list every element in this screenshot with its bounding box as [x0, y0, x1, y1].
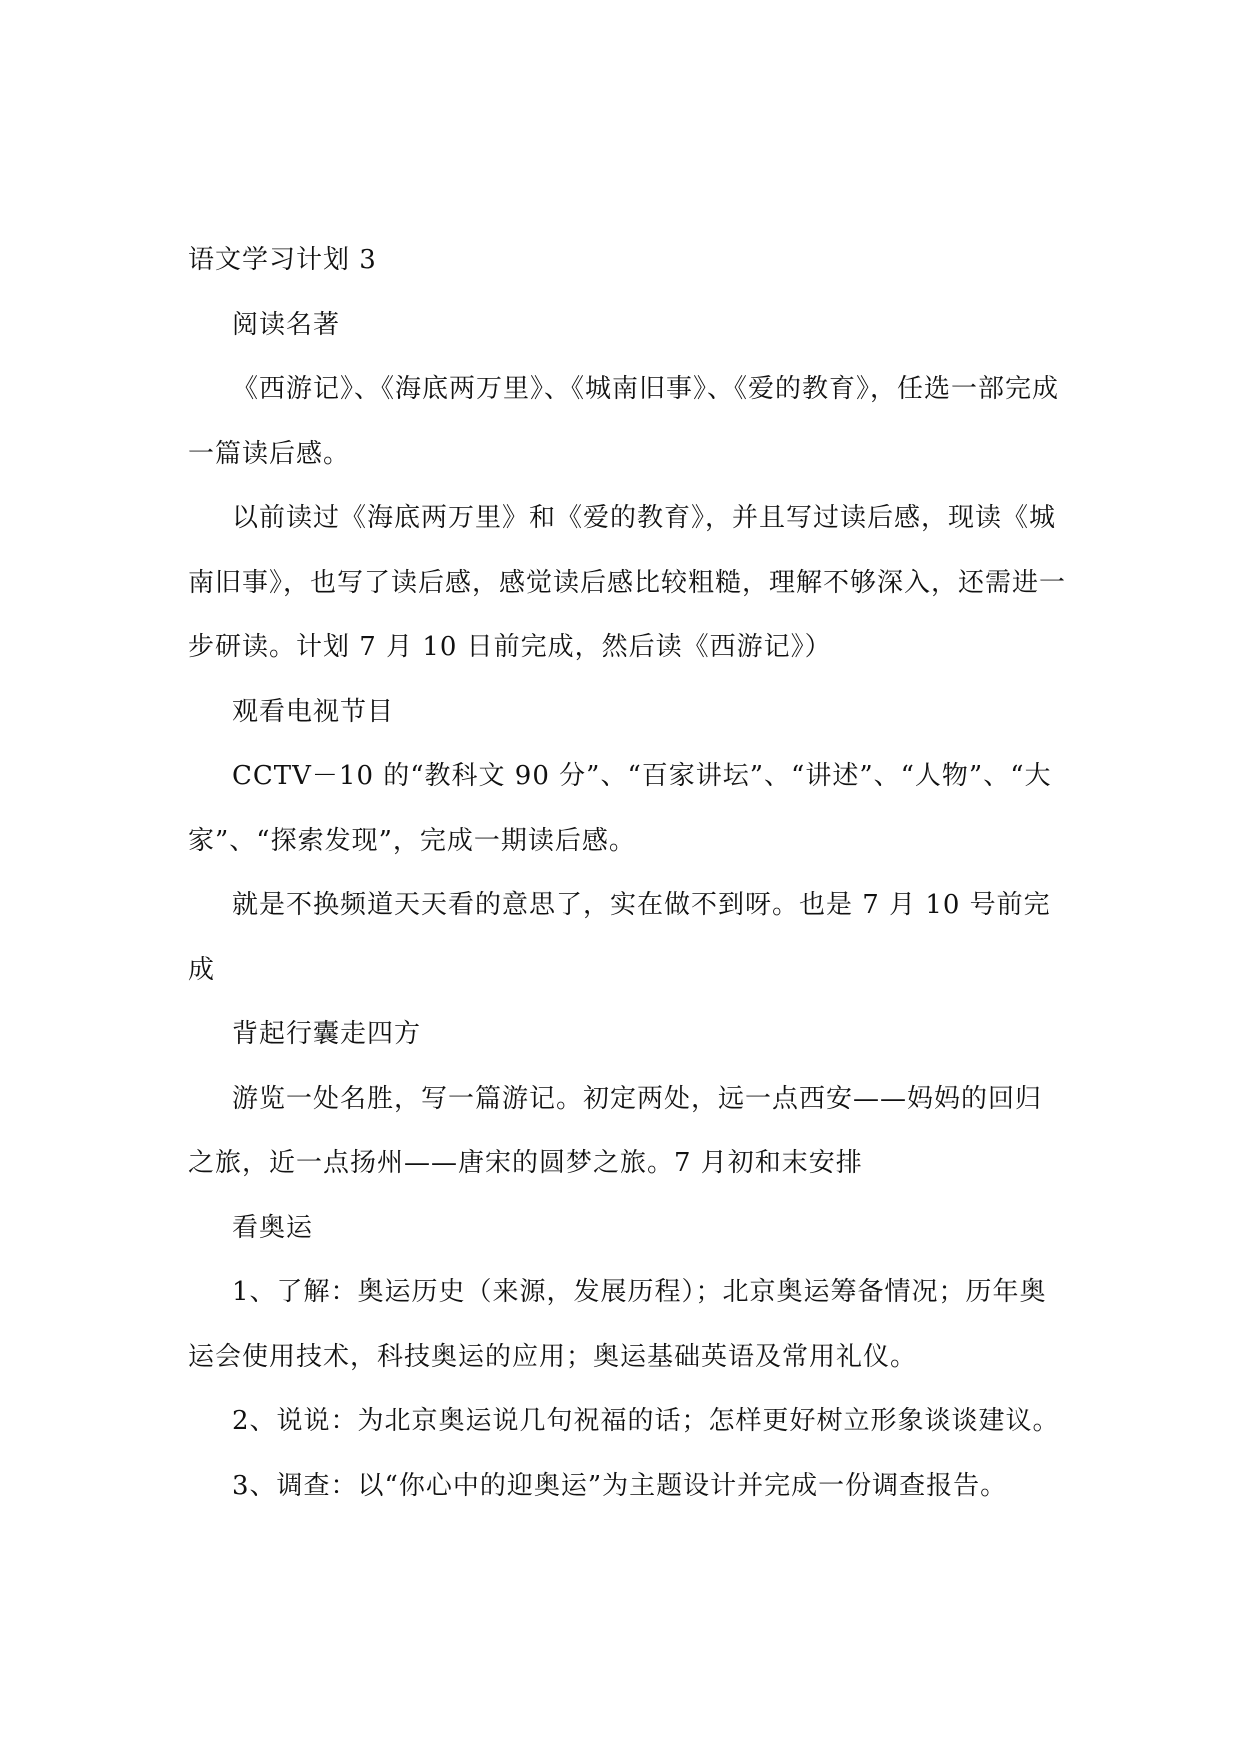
paragraph-reading-task: 《西游记》、《海底两万里》、《城南旧事》、《爱的教育》，任选一部完成一篇读后感。	[188, 374, 1060, 469]
paragraph-olympics-item-2: 2、说说：为北京奥运说几句祝福的话；怎样更好树立形象谈谈建议。	[232, 1406, 1060, 1436]
section-heading-olympics: 看奥运	[232, 1212, 314, 1243]
paragraph-olympics-item-3: 3、调查：以“你心中的迎奥运”为主题设计并完成一份调查报告。	[232, 1470, 1008, 1501]
paragraph-reading-progress: 以前读过《海底两万里》和《爱的教育》，并且写过读后感，现读《城南旧事》，也写了读后感，感觉读后感比较粗糙，理解不够深入，还需进一步研读。计划 7 月 10 日前完成，然后读《西游记》）	[188, 503, 1067, 662]
section-heading-reading: 阅读名著	[232, 309, 341, 340]
paragraph-tv-progress: 就是不换频道天天看的意思了，实在做不到呀。也是 7 月 10 号前完成	[188, 890, 1051, 985]
paragraph-tv-task: CCTV－10 的“教科文 90 分”、“百家讲坛”、“讲述”、“人物”、“大家”、“探索发现”，完成一期读后感。	[188, 761, 1052, 856]
section-heading-travel: 背起行囊走四方	[232, 1019, 422, 1049]
paragraph-travel-task: 游览一处名胜，写一篇游记。初定两处，远一点西安——妈妈的回归之旅，近一点扬州——唐宋的圆梦之旅。7 月初和末安排	[188, 1083, 1043, 1178]
section-heading-tv: 观看电视节目	[232, 696, 395, 727]
paragraph-olympics-item-1: 1、了解：奥运历史（来源，发展历程）；北京奥运筹备情况；历年奥运会使用技术，科技奥运的应用；奥运基础英语及常用礼仪。	[188, 1277, 1047, 1372]
document-title: 语文学习计划 3	[188, 245, 377, 275]
document-body	[188, 228, 1068, 1518]
